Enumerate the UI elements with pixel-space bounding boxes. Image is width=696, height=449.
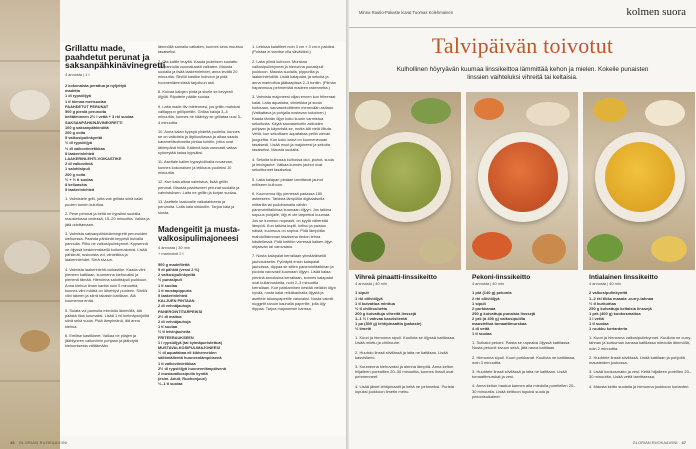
method-step: 3. Valmista saksanpähkinävinegretti perunoiden kiehuessa. Paahda pähkinät keyyesti kuivalla pannulla. Pilko ne valkosipulinkynnet. Kypsennä ne öljyssä keskimmäisellä kuitumuskeksi. Lisää pähkinät, rusinoista voi, viinietikka ja laakerinlehdet. Sirrä sivuun. (65, 230, 148, 263)
ingredient: 1 ruukku korianteria (589, 326, 628, 332)
method-step: 4. Lisää jäiset lehtipinaatit ja keitä ne pehmeiksi. Purista lopuksi joukkoon limetin mehu. (355, 383, 454, 394)
ingredient-heading: KALJUEN PINTAAN (158, 298, 195, 304)
method-step: 3. Kuumenna kiehuvaksi ja alenna lämpöä. Anna keiton hiljalleen porealllen 20–30 minuuttia, kunnes linssit ovat pehmenneet. (355, 363, 454, 380)
method-step: 2. Huuhdo linssit siivilässä ja laita ne kattilaan. Lisää kasvisliemi. (355, 349, 448, 360)
ingredient: 1 tl suolaa (158, 324, 178, 330)
green-soup-photo (349, 92, 461, 270)
ingredient: ½ tl kurkumaa (589, 300, 616, 306)
method-step: 11. Asettale kallen kypsykolikalla nousevan, kunnes kokonaisen ja leikkaus puoleksi 10 minuuttia. (158, 159, 234, 175)
method-step: 4. Sekoita kulhossa kulhossa olut, jauhot, suola ja leivinjauhe. Vatkaa kunnes jauhot ovat sekoittuneet tasaiseksi. (252, 156, 334, 173)
ingredient: 5 dl pähkiä (vessi 2 %) (158, 267, 200, 272)
recipe-servings: 4 annosta | 40 min (355, 281, 387, 287)
page-folio-right (633, 440, 686, 445)
recipe-servings-extra: + marinointi 2 t (158, 250, 184, 256)
method-step: 1. Kuori ja hienonna sipuli. Kuullota se öljyssä kattilassa. Lisää minttu ja chilirouhe. (355, 335, 456, 346)
ingredient: 8 kelluaskia (65, 181, 87, 187)
ingredient: ½ dl rypsiöljyä (65, 140, 93, 146)
ingredient: 200 g voita (65, 129, 86, 135)
recipe-column-1 (355, 274, 461, 394)
method-step: 3. Valmista majoneesi viljan ennen kun friteeraat kalat. Laita aquafaba, viinietikka ja suola korkeaan, sauvasekoittimen menevään astiaan. (Vatkattava ja pohjalla nostavan kokoinen.) Kaada tämän öljyn koko kuurin varmistua sekoitusta. Käytä sauvasekoitin astioiden pohjaan ja käynnistä se, mutta älä vielä liikuta. Vettä, kun sekoittaen aquafabaa pellin olevan joogurttia. Kun koko kasvi on kuumenevaan tasaisesti. Lisää muut ja majoneesi ja sekoita tasaiseksi. Mausta suolalla. (252, 94, 336, 153)
method-step: 8. Kuivaa kalojen pinta ja sivele se kevyesti öljyllä. Ripottele päälle suolaa. (158, 89, 233, 100)
ingredient: 2 dl vehnäjauhoja (158, 319, 191, 325)
ingredient: 1 tl suolaa (472, 331, 492, 337)
section-name: kolmen suora (626, 6, 686, 18)
ingredient: 1–1 ½ l vahvaa kasvislientä (355, 315, 407, 321)
ingredient: 1 rkl oliiviöljyä (355, 295, 383, 301)
text-column-3 (252, 42, 337, 312)
method-step: 3. Lisää kookosmaito ja vesi. Keitä hiljalleen poreillen 20–30 minuuttia. Lisää vettä tarvittaessa. (589, 369, 692, 380)
page-header (349, 6, 696, 24)
right-page (349, 0, 696, 449)
recipe-title: Pekoni-linssikeitto (472, 274, 531, 281)
ingredient: 1 tl valkoviinietikkaa (158, 360, 196, 366)
page-number: 47 (681, 440, 686, 445)
method-step: 4. Anna keiton hautua kannen alla miedolla poreilellen 20–30 minuuttia. Lisää keittoon lopuksi suola ja pekonisuikaleet. (472, 383, 576, 399)
ingredient: 5 laakerinlehteä (158, 293, 188, 299)
page-number: 46 (10, 440, 15, 445)
recipe-title: Vihreä pinaatti-linssikeitto (355, 274, 437, 281)
ingredient: 500 g madefilettä (158, 261, 190, 267)
ingredient: (esim. Adult, Ruohonjuuri) (158, 376, 207, 382)
ingredient: 1 l vettä (589, 315, 604, 321)
ingredient: ½–1 tl suolaa (158, 381, 183, 387)
ingredient: 2 valkosipulinkynttä (589, 290, 628, 296)
ingredient: 2 kokonaista perattua ja nyljettyä (65, 83, 127, 89)
ingredient: ½ tl chilirouhetta (355, 305, 388, 311)
ingredient: säilöntälientä huoneenlämpöisenä (158, 355, 222, 361)
ingredient: 500 g pieniä perunoita (65, 109, 107, 115)
recipe-servings: 4 annosta | 1 t (65, 71, 90, 77)
ingredient: 5 laakerinlehteä (65, 187, 95, 193)
ingredient: 2 dl valkoviiniä (65, 161, 93, 167)
ingredient: 1 tl hienoa merisuolaa (65, 98, 106, 104)
recipe-title: Madengeitit ja musta- valkosipulimajoneesi (158, 225, 240, 243)
ingredient: 2 mustavalkosipulin kynttä (158, 371, 208, 377)
bacon-soup-photo (466, 92, 578, 270)
ingredient: 1 pa (300 g) lehtipinaattia (pakaste) (355, 320, 422, 326)
ingredient: ½ dl valkoviinietikkaa (65, 145, 105, 151)
ingredient: 2½ dl rypsiöljyä huoneenlämpöisenä (158, 365, 226, 371)
ingredient: 1 dl rypsiöljyä (65, 93, 91, 99)
ingredient: 2½ dl maitoa (158, 313, 182, 319)
method-step: 9. Laita made tiiv mielennesi, jos grillin mahdusi valtiappun grilliporttiin. Grillaa kaloja 3–4 minuuttia, kunnes ne kääntyy se grillataa uusi 3–4 minuuttia. (158, 103, 242, 125)
recipe-servings: 4 annosta | 40 min (472, 281, 504, 287)
left-photo-strip (0, 0, 60, 449)
text-column-1 (65, 42, 166, 349)
ingredient-list (158, 262, 243, 387)
method-step: 1. Leikkaa kalafileet noin 3 cm × 3 cm:n paloiksi. (Poistaa ei tarvitse olla sävätöksi.) (252, 44, 336, 55)
header-rule (349, 27, 696, 28)
method-step: 10. Anna kalan kypsyä yhdeltä puolella, kunnes se on valkoista ja läpikuultavaa ja alkaa saada karamellisoituneita pintaa kohtiin, jotka ovat lähimpänä hiiliä. Käännä kala varovasti vaitaa syöneytää kalaa kypsäksi. (158, 128, 240, 156)
ingredient: 100 g saksanpähkinöitä (65, 124, 109, 130)
method-step: 6. Emlitse kastikkeet. Valkaa ne pilajen ja jäähtyneen valkoviinin pohjaan ja jäähdytä kiehumisesta välttämään. (65, 332, 138, 349)
ingredient: ½ punasipuli (158, 277, 182, 283)
ingredient: 200 g kuivattuja vihreitä linssejä (355, 310, 417, 316)
ingredient: 1 l rypsiöljyä (tai kylmäpuristettua) (158, 339, 222, 345)
method-step: lämmöllä samalla vatkaten, kunnes seos muuttuu tasaiseksi. (158, 44, 243, 55)
recipe-column-3 (589, 274, 695, 389)
ingredient-list (65, 83, 150, 192)
method-step: 2. Hienonna sipuli. Kuori porkkanat. Kuullota ne kattilassa, noin 3 minuuttia. (472, 354, 576, 365)
recipe-column-2 (472, 274, 578, 399)
ingredient: 2 prk (à 400 g) valkosipulilla (472, 315, 526, 321)
ingredient: 2 dl vehnäjauhoja (158, 303, 191, 309)
indian-soup-photo (583, 92, 695, 270)
ingredient: 1 sipuli (472, 300, 486, 306)
ingredient: 4 dl vettä (472, 326, 490, 332)
article-intro: Kulhollinen höyryävän kuumaa linssikeittoa lämmittää kehon ja mielen. Kokeile punaisten linssien vaihteluksi vihreitä tai keltaisia. (396, 66, 649, 81)
ingredient-heading: PANEROINTITARPEIKSI (158, 308, 203, 314)
ingredient: 1 tl suolaa (589, 320, 609, 326)
ingredient: 5 valkosipulinkynttä (65, 135, 103, 141)
ingredient: 1 prk (400 g) kookosmaitoa (589, 310, 641, 316)
ingredient: 1–2 rkl tikka masala -curry-tahnaa (589, 295, 654, 301)
ingredient: kelttämineen 2½ l vettä + 3 rkl suolaa (65, 114, 134, 120)
method-step: 1. Suikaloi pekoni. Paista se rapeaksi öljyssä kattilassa. Nosta pekonit sivuun sekä, jätä rasva kattilaan. (472, 340, 571, 351)
method-step: 1. Kuori ja hienonna valkosipulinkynnet. Kuullota ne curry-tahnan ja kurkuman kanssa kattilassa miedolla lämmöllä, noin 2 minuuttia. (589, 335, 692, 351)
author-credit: Minna Rautio-Pakaste kuvat Tuomas Kolehmainen (359, 10, 454, 15)
method-step: 2. Laita piimä kulhoon. Murskaa valkosipulinkynnet ja hienonna punasipuli joukkoon. Mausta suolalla, pippurilla ja laakerinlehdillä. Lisää kalapalat, ja sekoita ja anna marinoitua jääkaapissa 2–3 tuntiin. (Piimän hapanmuus pehmentää madeen rakennetta.) (252, 58, 336, 91)
page-folio-left (10, 440, 68, 445)
method-step: 5. Laita kalapan pintaan tarvittavat jauhot erilliseen kulhoon. (252, 176, 323, 187)
article-title: Talvipäivän toivotut (431, 33, 614, 58)
method-step: 13. Asettele laatuvalle valkatahkeeta ja perunoita. Laita kala sirkkutiin. Tarjoa kala ja siosta. (158, 199, 235, 215)
method-step: 1. Valmistele grilli, jotta voit grillata siinä kalat puolen tunnin kuluttua. (65, 196, 143, 207)
ingredient-heading: FRITEERAUKSEEN (158, 334, 194, 340)
recipe-title: Intialainen linssikeitto (589, 274, 658, 281)
ingredient: 250 g kuivattuja keltaisia linssejä (589, 305, 652, 311)
ingredient: madetta (65, 88, 80, 94)
method-step: 4. Mausta keitto suolalla ja hienonna joukkoon korianteri. (589, 383, 690, 389)
magazine-name: GLORIAN RUOKA&VIINI (632, 440, 678, 445)
method-step: 7. Nosta kalapalat kerrallaan ylimääräisellä jauhotuksella. Pyöräytä ensin kalapalat jauhoissa, dippaa se sitten panerointitaikinan ja pudota varovasti kuumaan öljyyn. Lisää kalaa pieninä annoksina kerrallaan, kunnes kalapalat ovat kullanruskeita, noin 2–3 minuuttia kerrallaan. Kun paistaminen kestää vieläkin öljyn hyvää, nosta kalat reikäkauhalla öljystä ja asettele talouspaperille valuvaksi. Nosta valmiit nuggetit sivuun kauhalla paperille, jolla öljy dippaa. Tarjoa majoneesin kanssa. (252, 253, 336, 312)
method-step: 5. Sulata voi pannulla miedolla lämmöllä, älä päästä tilan kuumaksi. Lisää 1 rkl kielmäpohjoiltä siinä sekä suola. Pidä lämpimänä, älä anna kiehua. (65, 307, 150, 329)
ingredient-heading: PAAHDETUT PERUNAT (65, 103, 109, 109)
recipe-servings: 4 annosta | 30 min (158, 245, 190, 251)
ingredient: ½ dl aquafabaa eli kikherneiden (158, 350, 217, 356)
ingredient: ½ tl leivinjauheita (158, 329, 191, 335)
ingredient: 2 rkl oliiviöljyä (472, 295, 500, 301)
left-page (0, 0, 346, 449)
method-step: 3. Huuhtele linssit siivilässä ja laita ne kattilaan. Lisää tomaattimurskat ja vesi. (472, 369, 567, 380)
method-steps-continued (158, 44, 243, 215)
recipe-title: Grillattu made, paahdetut perunat ja saksanpähkinävinegretti (65, 43, 166, 71)
ingredient: ½ + ½ tl suolaa (65, 176, 93, 182)
ingredient: 1 tl suolaa (158, 282, 178, 288)
soup-photos (349, 92, 696, 270)
ingredient: 250 g kuivattuja punaisia linssejä (472, 310, 536, 316)
method-step: 2. Huuhtele linssit siivilässä. Lisää kattilaan ja pohjoitä mausteiden joukossa. (589, 354, 685, 365)
ingredient: maustettua tomaattimurskaa (472, 320, 527, 326)
recipe-card (60, 42, 346, 436)
ingredient: 2 porkkanaa (472, 305, 496, 311)
ingredient: 1 sipuli (355, 290, 369, 296)
ingredient: 8 laakerinlehteä (65, 150, 95, 156)
recipe-servings: 4 annosta | 40 min (589, 281, 621, 287)
ingredient: 1 tl kuivattua minttua (355, 300, 396, 306)
ingredient-heading: SAKSANPÄHKINÄVINEGRETTI (65, 119, 123, 125)
ingredient: 1 pkt (140 g) pekonia (472, 290, 512, 296)
ingredient: 2 valkosipulinkynttä (158, 272, 196, 278)
method-step: 2. Pese perunat ja keitä ne kypsiksi suolalla maustetussa vedessä, 15–20 minuuttia. Valuta ja jätä odottamaan. (65, 210, 150, 227)
method-steps (65, 196, 150, 348)
ingredient: 1 tl mustapippuria (158, 287, 192, 293)
ingredient: 1 salottisipuli (65, 166, 90, 172)
magazine-name: GLORIAN RUOKA&VIINI (18, 440, 68, 445)
ingredient-heading: MUSTAVALKOSIPULIMAJONEESI (158, 345, 221, 351)
method-step: 12. Kun kala alkaa valmistua, lisää grillin perunat. Mausta paahtuneet perunat suolalla ja vahvistuksen. Laita ne grilliin ja korjan suolaa. (158, 179, 240, 195)
method-step: 4. Valmista laakerinlehti-voikastike. Kaada viini pieneen kattilaan, kuumenna kiehuvaksi ja pienenä tämää. Hienonna salottisipuli joukkoon. Anna kiehua ilman kantta noin 5 minuuttia, kunnes viini määrä on lähehtyvi puoleen. Siivilöi viini takeen ja siirrä takaisin kattilaan. Älä kuumenna enää. (65, 266, 148, 304)
ingredient: ½ limetti (355, 326, 372, 332)
method-step: 6. Kuumenna öljy pienessä padassa 180 asteeseen. Tarkista lämpötila digitaalisella mittarilla tai pudottamalla vähän panerointitaikinaa kuumaan öljyyn. Jos taikina sopuus pohjalle, öljy ei ole tarpeeksi kuumaa. Jos se tummuu nopeasti, on syytä vähentää lämpöä. Kun taikina kuplii, kelluu ja paistuu näistä, kuumuus on sopiva. Pidä lämpötila mahdollisimman tasaisena tiedon tehoa käsitellessä. Pidä keittiön vieressä kaiken öljyn ohjaavan tai varovaista. (252, 191, 333, 250)
method-step: 7. Ota kalille leuyltä. Kaada juuleksen suolattu voi pannulla vuumakaasti valkaten. Mausta suolalla ja lisää laakerinlehdet, anna levätä 20 minuuttia. Siivilöi kastike kulhoon ja pidä hoomenlämmössä tarjoiluun asti. (158, 58, 238, 85)
ingredient-heading: LAAKERINLEHTI-VOIKASTIKE (65, 155, 122, 161)
text-column-2 (158, 42, 243, 387)
ingredient: 200 g voita (65, 171, 86, 177)
